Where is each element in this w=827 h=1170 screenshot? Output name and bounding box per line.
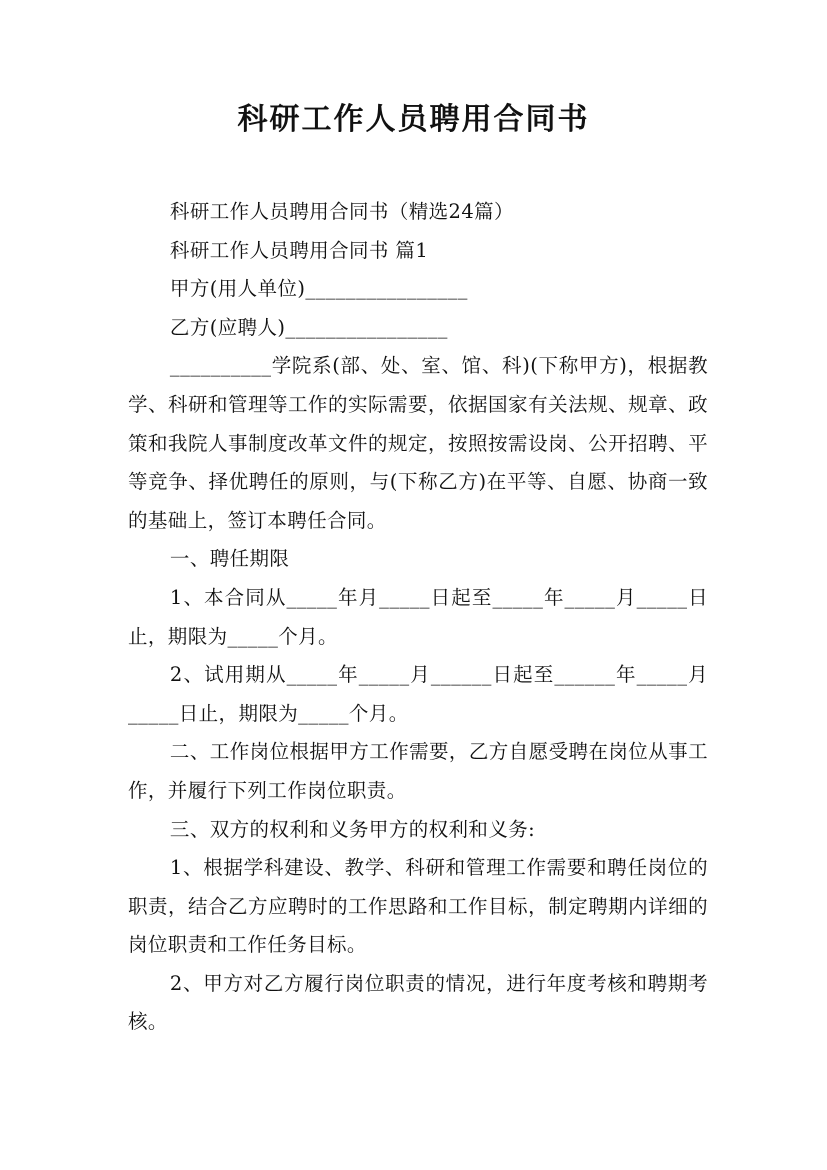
paragraph-term-2: 2、试用期从_____年_____月______日起至______年_____月_____日止，期限为_____个月。 xyxy=(128,663,708,725)
paragraph-party-a: 甲方(用人单位)________________ xyxy=(169,277,468,301)
paragraph-term-1: 1、本合同从_____年月_____日起至_____年_____月_____日止，期限为_____个月。 xyxy=(128,585,708,648)
document-title: 科研工作人员聘用合同书 xyxy=(237,102,590,137)
paragraph-subtitle: 科研工作人员聘用合同书（精选24篇） xyxy=(169,200,514,223)
paragraph-party-b: 乙方(应聘人)________________ xyxy=(169,315,448,339)
paragraph-heading-position: 二、工作岗位根据甲方工作需要，乙方自愿受聘在岗位从事工作，并履行下列工作岗位职责。 xyxy=(128,740,708,802)
paragraph-rights-1: 1、根据学科建设、教学、科研和管理工作需要和聘任岗位的职责，结合乙方应聘时的工作思路和工作目标，制定聘期内详细的岗位职责和工作任务目标。 xyxy=(128,856,708,957)
document-body xyxy=(128,193,708,1042)
paragraph-preamble: __________学院系(部、处、室、馆、科)(下称甲方)，根据教学、科研和管理等工作的实际需要，依据国家有关法规、规章、政策和我院人事制度改革文件的规定，按照按需设岗、公开招聘、平等竞争、择优聘任的原则，与(下称乙方)在平等、自愿、协商一致的基础上，签订本聘任合同。 xyxy=(128,354,708,532)
paragraph-heading-rights: 三、双方的权利和义务甲方的权利和义务: xyxy=(169,817,536,841)
paragraph-heading-term: 一、聘任期限 xyxy=(169,547,290,571)
paragraph-section-heading: 科研工作人员聘用合同书 篇1 xyxy=(169,238,429,262)
paragraph-rights-2: 2、甲方对乙方履行岗位职责的情况，进行年度考核和聘期考核。 xyxy=(128,971,708,1034)
